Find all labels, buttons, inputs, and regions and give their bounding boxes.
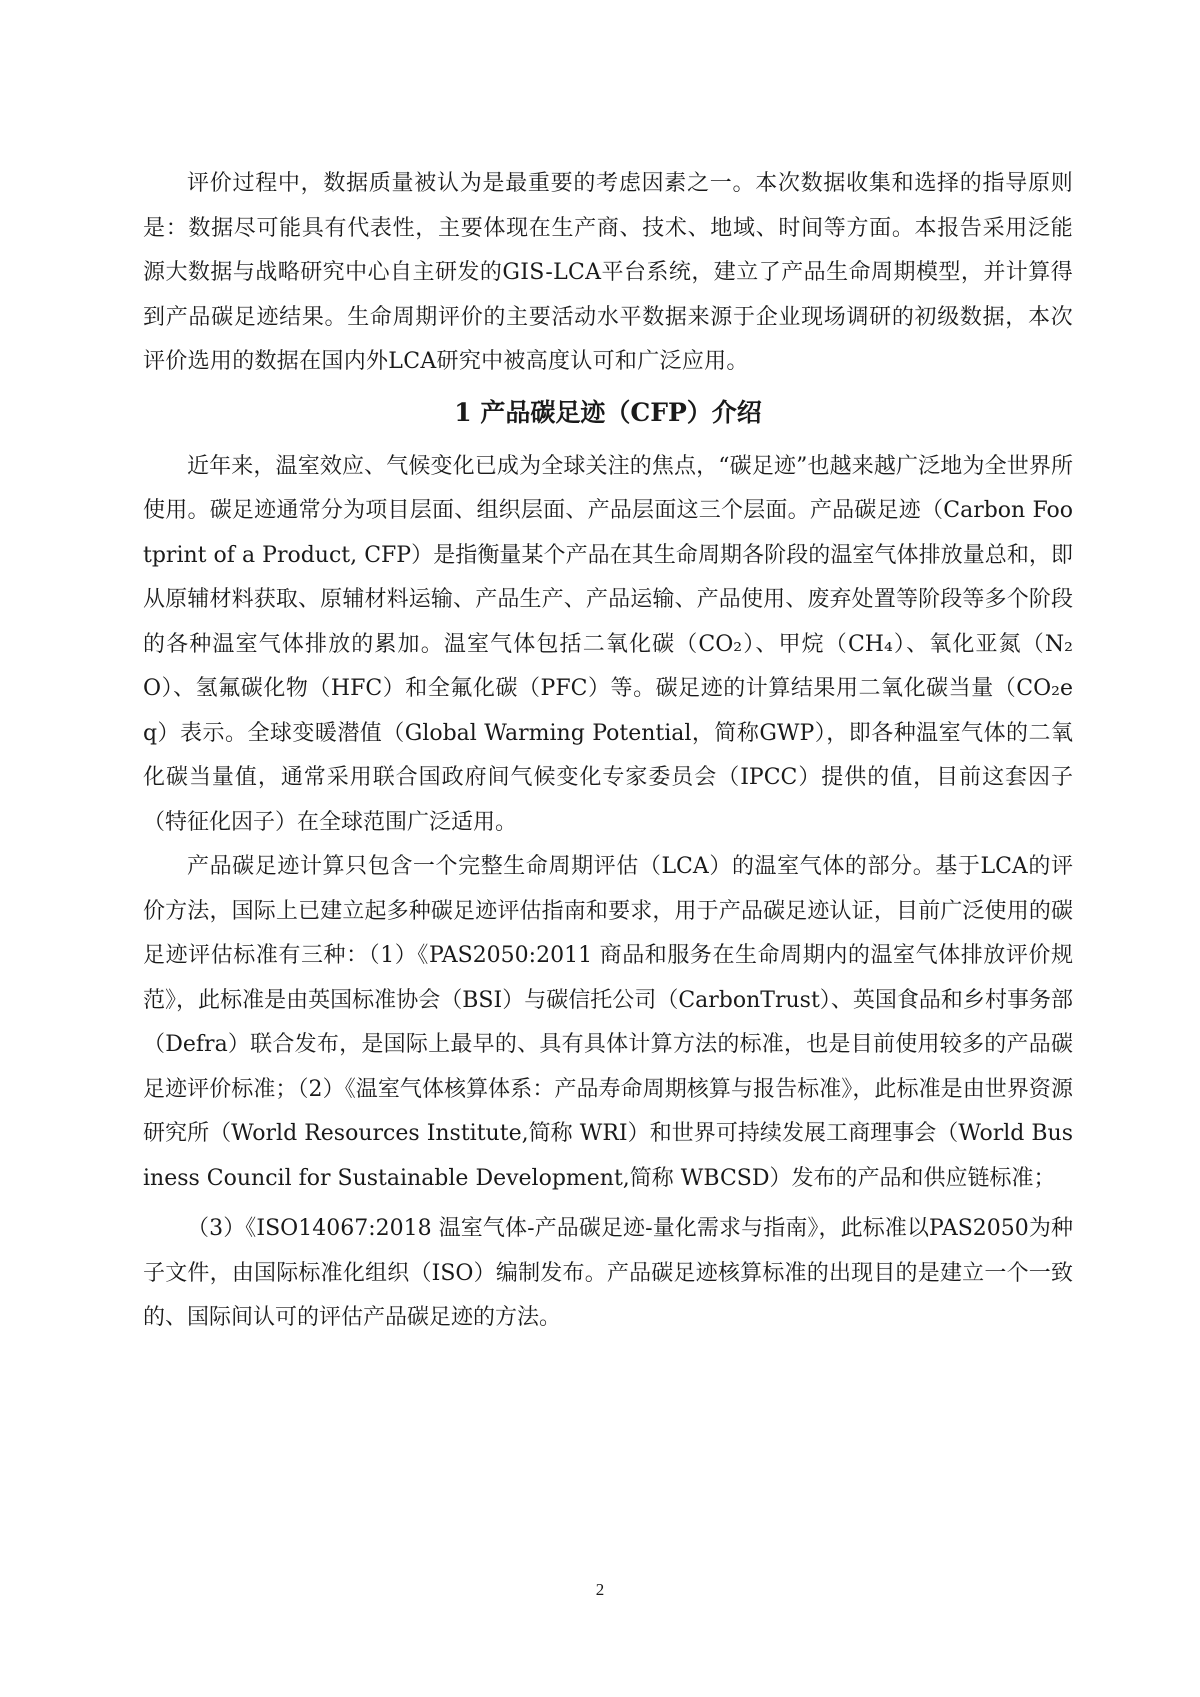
page-number: 2 xyxy=(595,1580,605,1599)
document-body xyxy=(143,162,1073,1341)
cfp-definition-paragraph: 近年来，温室效应、气候变化已成为全球关注的焦点，“碳足迹”也越来越广泛地为全世界所使用。碳足迹通常分为项目层面、组织层面、产品层面这三个层面。产品碳足迹（Carbon Footprint of a Product, CFP）是指衡量某个产品在其生命周期各阶段的温室气体排放量总和，即从原辅材料获取、原辅材料运输、产品生产、产品运输、产品使用、废弃处置等阶段等多个阶段的各种温室气体排放的累加。温室气体包括二氧化碳（CO₂）、甲烷（CH₄）、氧化亚氮（N₂O）、氢氟碳化物（HFC）和全氟化碳（PFC）等。碳足迹的计算结果用二氧化碳当量（CO₂eq）表示。全球变暖潜值（Global Warming Potential，简称GWP），即各种温室气体的二氧化碳当量值，通常采用联合国政府间气候变化专家委员会（IPCC）提供的值，目前这套因子（特征化因子）在全球范围广泛适用。 xyxy=(143,453,1073,835)
cfp-standards-paragraph: 产品碳足迹计算只包含一个完整生命周期评估（LCA）的温室气体的部分。基于LCA的评价方法，国际上已建立起多种碳足迹评估指南和要求，用于产品碳足迹认证，目前广泛使用的碳足迹评估标准有三种：（1）《PAS2050:2011 商品和服务在生命周期内的温室气体排放评价规范》，此标准是由英国标准协会（BSI）与碳信托公司（CarbonTrust）、英国食品和乡村事务部（Defra）联合发布，是国际上最早的、具有具体计算方法的标准，也是目前使用较多的产品碳足迹评价标准；（2）《温室气体核算体系：产品寿命周期核算与报告标准》，此标准是由世界资源研究所（World Resources Institute,简称 WRI）和世界可持续发展工商理事会（World Business Council for Sustainable Development,简称 WBCSD）发布的产品和供应链标准； xyxy=(143,854,1073,1191)
intro-paragraph: 评价过程中，数据质量被认为是最重要的考虑因素之一。本次数据收集和选择的指导原则是：数据尽可能具有代表性，主要体现在生产商、技术、地域、时间等方面。本报告采用泛能源大数据与战略研究中心自主研发的GIS-LCA平台系统，建立了产品生命周期模型，并计算得到产品碳足迹结果。生命周期评价的主要活动水平数据来源于企业现场调研的初级数据，本次评价选用的数据在国内外LCA研究中被高度认可和广泛应用。 xyxy=(143,171,1073,374)
iso-standard-paragraph: （3）《ISO14067:2018 温室气体-产品碳足迹-量化需求与指南》，此标准以PAS2050为种子文件，由国际标准化组织（ISO）编制发布。产品碳足迹核算标准的出现目的是建立一个一致的、国际间认可的评估产品碳足迹的方法。 xyxy=(143,1216,1073,1330)
section-heading: 1 产品碳足迹（CFP）介绍 xyxy=(454,397,762,427)
